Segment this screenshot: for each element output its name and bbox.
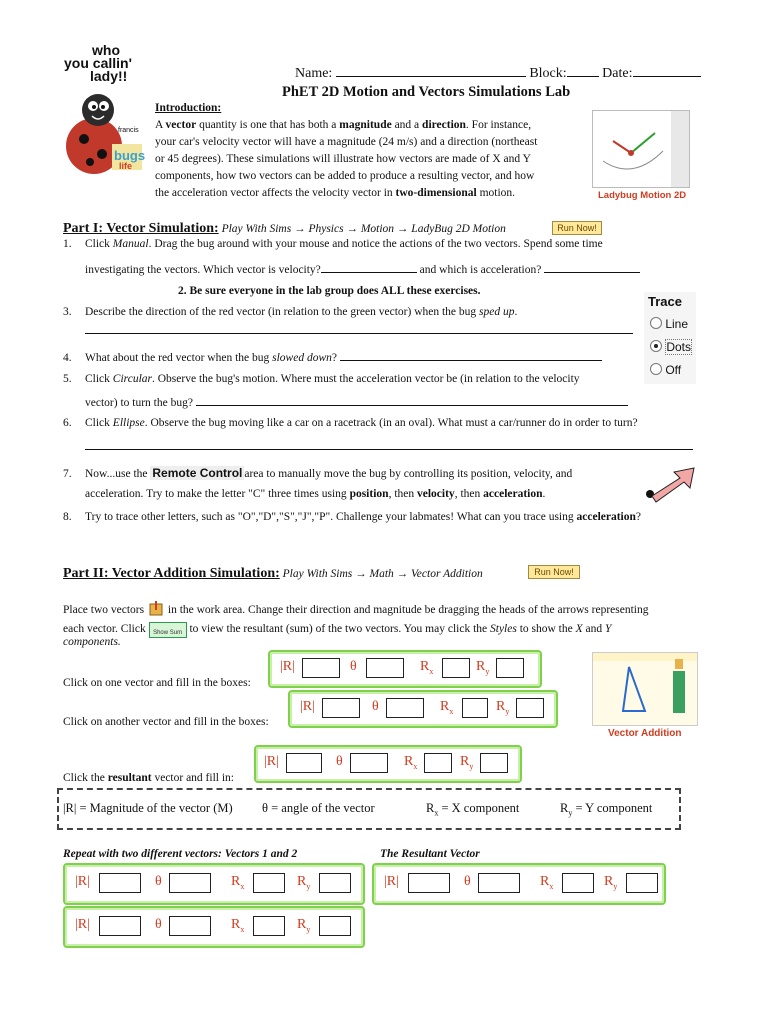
intro-line-1: A vector quantity is one that has both a magnitude and a direction. For instance,	[155, 119, 532, 131]
resultant-panel	[254, 745, 522, 783]
theta-input[interactable]	[169, 873, 211, 893]
q2: 2. Be sure everyone in the lab group does ALL these exercises.	[178, 285, 481, 297]
ladybug-caption: Ladybug Motion 2D	[598, 190, 687, 201]
vector2-panel	[288, 690, 558, 728]
part2-path: Play With Sims → Math → Vector Addition	[282, 568, 483, 580]
remote-arrow-icon	[640, 462, 710, 512]
cover-brand: bugs	[114, 148, 146, 163]
intro-line-3: or 45 degrees). These simulations will illustrate how vectors are made of X and Y	[155, 153, 531, 165]
vector1-panel	[268, 650, 542, 688]
block-label: Block:	[529, 66, 567, 81]
ry-input[interactable]	[319, 873, 351, 893]
q4: 4. What about the red vector when the bug slowed down?	[63, 350, 602, 364]
cover-brand2: life	[119, 161, 133, 171]
r-label: |R|	[75, 874, 90, 889]
q6-answer-line[interactable]	[85, 449, 693, 450]
q8: 8. Try to trace other letters, such as "O","D","S","J","P". Challenge your labmates! What can you trace using acceleration?	[63, 511, 642, 523]
rx-label: $R_x$	[231, 874, 245, 891]
row2-label: Click on another vector and fill in the boxes:	[63, 716, 269, 728]
theta-label: θ	[155, 874, 162, 889]
rx-label: $R_x$	[404, 754, 418, 771]
legend-row	[63, 801, 233, 816]
theta-label: θ	[350, 659, 357, 674]
run-now-button-1[interactable]: Run Now!	[552, 221, 602, 235]
part1-title: Part I: Vector Simulation:	[63, 221, 219, 236]
row3-label: Click the resultant vector and fill in:	[63, 772, 234, 784]
ry-input[interactable]	[496, 658, 524, 678]
cover-text-1: who	[92, 42, 120, 58]
r-label: |R|	[280, 659, 295, 674]
rx-input[interactable]	[253, 873, 285, 893]
r-input[interactable]	[302, 658, 340, 678]
ry-label: $R_y$	[604, 874, 618, 891]
r-label: |R|	[264, 754, 279, 769]
rx-input[interactable]	[424, 753, 452, 773]
theta-label: θ	[464, 874, 471, 889]
name-label: Name:	[295, 66, 333, 81]
vector-addition-thumbnail	[592, 652, 698, 726]
theta-input[interactable]	[350, 753, 388, 773]
r-label: |R|	[384, 874, 399, 889]
r-input[interactable]	[99, 916, 141, 936]
theta-label: θ	[155, 917, 162, 932]
run-now-button-2[interactable]: Run Now!	[528, 565, 580, 579]
q5-answer[interactable]	[196, 395, 628, 406]
legend-ry: $R_y = Y$ component	[560, 801, 653, 818]
legend-theta: θ = angle of the vector	[262, 801, 375, 815]
rx-input[interactable]	[253, 916, 285, 936]
trace-off-option[interactable]: Off	[650, 363, 681, 377]
repeat-title: Repeat with two different vectors: Vectors 1 and 2	[63, 848, 298, 860]
ry-label: $R_y$	[476, 659, 490, 676]
name-field[interactable]	[336, 66, 526, 77]
movie-cover-image	[62, 44, 146, 176]
rx-label: $R_x$	[420, 659, 434, 676]
cover-text-2: you callin'	[64, 55, 132, 71]
trace-line-option[interactable]: Line	[650, 317, 688, 331]
q6: 6. Click Ellipse. Observe the bug moving like a car on a racetrack (in an oval). What must a car/runner do in order to turn?	[63, 417, 638, 429]
rx-label: $R_x$	[231, 917, 245, 934]
rx-input[interactable]	[462, 698, 488, 718]
resultant-title: The Resultant Vector	[380, 848, 480, 860]
show-sum-button[interactable]: Show Sum	[149, 622, 187, 638]
remote-control-label: Remote Control	[152, 466, 243, 480]
date-label: Date:	[602, 66, 633, 81]
part2-title: Part II: Vector Addition Simulation:	[63, 566, 280, 581]
date-field[interactable]	[633, 66, 701, 77]
cover-text-3: lady!!	[90, 68, 128, 84]
ry-label: $R_y$	[297, 874, 311, 891]
part2-heading	[63, 566, 483, 582]
part1-path: Play With Sims → Physics → Motion → LadyBug 2D Motion	[221, 223, 506, 235]
trace-title: Trace	[648, 294, 682, 309]
trace-dots-option[interactable]: Dots	[650, 340, 692, 354]
r-label: |R|	[300, 699, 315, 714]
intro-line-5: the acceleration vector affects the velocity vector in two-dimensional motion.	[155, 187, 516, 199]
legend-rx: $R_x = X$ component	[426, 801, 520, 818]
radio-dots-selected[interactable]	[650, 340, 662, 352]
trace-panel	[644, 292, 696, 384]
velocity-answer[interactable]	[321, 262, 417, 273]
q5-cont: vector) to turn the bug?	[85, 395, 628, 409]
p2-line3: components.	[63, 636, 121, 648]
q4-answer[interactable]	[340, 350, 602, 361]
cover-sub: francis	[118, 127, 139, 134]
theta-input[interactable]	[478, 873, 520, 893]
repeat-vector1-panel	[63, 863, 365, 905]
theta-input[interactable]	[366, 658, 404, 678]
rx-label: $R_x$	[440, 699, 454, 716]
rx-label: $R_x$	[540, 874, 554, 891]
r-input[interactable]	[286, 753, 322, 773]
intro-heading: Introduction:	[155, 102, 222, 114]
rx-input[interactable]	[442, 658, 470, 678]
theta-label: θ	[372, 699, 379, 714]
p2-line1: Place two vectors in the work area. Change their direction and magnitude be dragging the heads of the arrows representing	[63, 600, 648, 616]
header-line	[295, 66, 701, 82]
q5: 5. Click Circular. Observe the bug's motion. Where must the acceleration vector be (in relation to the velocity	[63, 373, 580, 385]
q7: 7. Now...use the Remote Control area to manually move the bug by controlling its position, velocity, and	[63, 466, 573, 480]
r-input[interactable]	[99, 873, 141, 893]
r-input[interactable]	[322, 698, 360, 718]
r-input[interactable]	[408, 873, 450, 893]
ry-input[interactable]	[516, 698, 544, 718]
acceleration-answer[interactable]	[544, 262, 640, 273]
p2-line2: each vector. Click Show Sum to view the resultant (sum) of the two vectors. You may click the Styles to show the X and Y	[63, 623, 612, 636]
ladybug-sim-thumbnail	[592, 110, 690, 188]
intro-line-4: components, how two vectors can be added to produce a resulting vector, and how	[155, 170, 535, 182]
row1-label: Click on one vector and fill in the boxes:	[63, 677, 251, 689]
intro-line-2: your car's velocity vector will have a magnitude (24 m/s) and a direction (northeast	[155, 136, 538, 148]
theta-input[interactable]	[386, 698, 424, 718]
vector-sim-graphic	[593, 653, 697, 725]
rx-input[interactable]	[562, 873, 594, 893]
sim-vectors-graphic	[593, 111, 689, 187]
legend-r: |R| = Magnitude of the vector (M)	[63, 801, 233, 815]
q3: 3. Describe the direction of the red vector (in relation to the green vector) when the bug sped up.	[63, 306, 518, 318]
repeat-vector2-panel	[63, 906, 365, 948]
vector-addition-caption: Vector Addition	[608, 728, 682, 739]
ry-input[interactable]	[480, 753, 508, 773]
page-title: PhET 2D Motion and Vectors Simulations Lab	[282, 84, 571, 100]
q1: 1. Click Manual. Drag the bug around with your mouse and notice the actions of the two vectors. Spend some time	[63, 238, 603, 250]
ry-input[interactable]	[319, 916, 351, 936]
q1-cont: investigating the vectors. Which vector is velocity? and which is acceleration?	[85, 262, 640, 276]
ry-label: $R_y$	[460, 754, 474, 771]
theta-label: θ	[336, 754, 343, 769]
vector-bucket-icon	[147, 600, 165, 616]
part1-heading	[63, 221, 506, 237]
ry-label: $R_y$	[297, 917, 311, 934]
q3-answer-line[interactable]	[85, 333, 633, 334]
theta-input[interactable]	[169, 916, 211, 936]
ry-input[interactable]	[626, 873, 658, 893]
r-label: |R|	[75, 917, 90, 932]
radio-off[interactable]	[650, 363, 662, 375]
block-field[interactable]	[567, 66, 599, 77]
q7-cont: acceleration. Try to make the letter "C" three times using position, then velocity, then acceleration.	[85, 488, 546, 500]
ry-label: $R_y$	[496, 699, 510, 716]
radio-line[interactable]	[650, 317, 662, 329]
resultant-repeat-panel	[372, 863, 666, 905]
